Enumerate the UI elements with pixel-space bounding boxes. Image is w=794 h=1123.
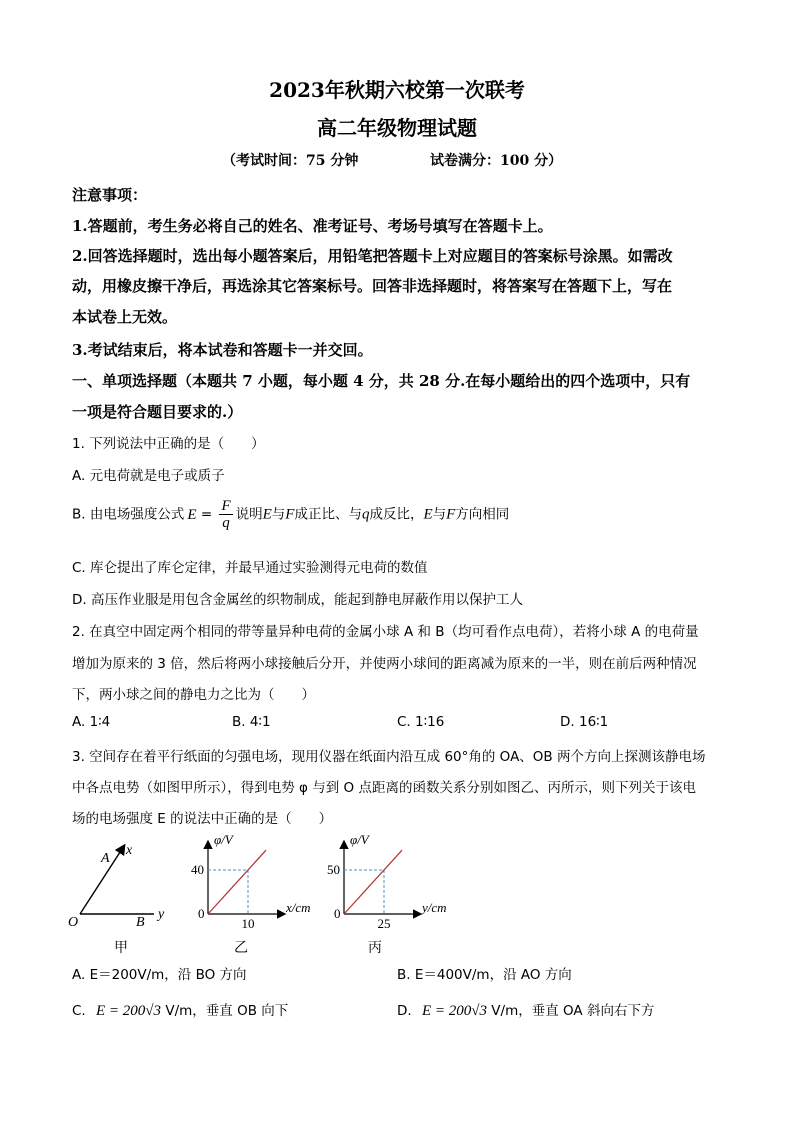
exam-title: 2023年秋期六校第一次联考 [269, 78, 525, 102]
q1-option-b [72, 498, 509, 531]
q1-option-d: D. 高压作业服是用包含金属丝的织物制成，能起到静电屏蔽作用以保护工人 [72, 592, 523, 608]
yi-x-tick-label: 10 [241, 916, 255, 931]
notice-heading: 注意事项： [72, 186, 148, 204]
q1-b-eq: = [196, 506, 217, 523]
q3-option-a: A. E＝200V/m，沿 BO 方向 [72, 967, 247, 983]
bing-ylabel: φ/V [350, 832, 369, 847]
q1-option-c: C. 库仑提出了库仑定律，并最早通过实验测得元电荷的数值 [72, 560, 428, 576]
jia-label-y: y [158, 907, 165, 922]
q3-option-d [397, 999, 654, 1020]
q1-b-t3: 成正比、与 [294, 506, 362, 523]
q2-stem-line-2: 增加为原来的 3 倍，然后将两小球接触后分开，并使两小球间的距离减为原来的一半，则在前后两种情况 [72, 656, 697, 672]
q2-stem-line-3: 下，两小球之间的静电力之比为（ ） [72, 687, 315, 703]
q2-option-d: D. 16∶1 [560, 714, 609, 730]
q1-b-t6: 方向相同 [455, 506, 510, 523]
q2-stem-line-1: 2. 在真空中固定两个相同的带等量异种电荷的金属小球 A 和 B（均可看作点电荷），若将小球 A 的电荷量 [72, 624, 699, 640]
exam-subtitle: 高二年级物理试题 [317, 116, 477, 140]
q3-stem-line-3: 场的电场强度 E 的说法中正确的是（ ） [72, 811, 333, 827]
q1-b-E3: E [423, 506, 433, 523]
bing-caption: 丙 [368, 941, 382, 956]
section-heading-line-1: 一、单项选择题（本题共 7 小题，每小题 4 分，共 28 分.在每小题给出的四个选项中，只有 [72, 372, 691, 390]
notice-item-3: 3.考试结束后，将本试卷和答题卡一并交回。 [72, 341, 373, 359]
jia-label-A: A [101, 851, 110, 866]
bing-y-tick-label: 50 [327, 862, 340, 877]
q1-b-prefix: B. 由电场强度公式 [72, 506, 185, 523]
yi-xlabel: x/cm [286, 900, 311, 915]
yi-caption: 乙 [234, 941, 248, 956]
yi-y-tick-label: 40 [191, 862, 204, 877]
q2-option-a: A. 1∶4 [72, 714, 111, 730]
jia-label-O: O [68, 915, 79, 930]
q1-b-t4: 成反比， [369, 506, 424, 523]
q2-option-c: C. 1∶16 [397, 714, 445, 730]
figure-bing [322, 832, 462, 958]
figure-jia [66, 838, 176, 958]
q1-b-t2: 与 [271, 506, 286, 523]
jia-label-B: B [136, 915, 145, 930]
jia-label-x: x [126, 843, 133, 858]
q1-b-q: q [361, 506, 370, 523]
notice-item-2-line-2: 动，用橡皮擦干净后，再选涂其它答案标号。回答非选择题时，将答案写在答题下上，写在 [72, 277, 673, 295]
yi-series-line [208, 850, 266, 914]
full-score: 试卷满分：100 分） [430, 153, 563, 169]
figure-yi [186, 832, 326, 958]
bing-xlabel: y/cm [422, 900, 447, 915]
section-heading-line-2: 一项是符合题目要求的.） [72, 403, 243, 421]
yi-ylabel: φ/V [214, 832, 233, 847]
bing-x-tick-label: 25 [377, 916, 391, 931]
jia-caption: 甲 [114, 941, 128, 956]
bing-series-line [344, 850, 402, 914]
q1-b-F: F [285, 506, 295, 523]
q3-c-math: E = 200√3 [96, 1003, 162, 1019]
q3-c-prefix: C. [72, 1003, 86, 1019]
q1-b-fraction [219, 498, 232, 531]
exam-time: （考试时间：75 分钟 [222, 153, 359, 169]
q1-option-a: A. 元电荷就是电子或质子 [72, 468, 225, 484]
q3-option-b: B. E＝400V/m，沿 AO 方向 [397, 967, 572, 983]
q1-b-t1: 说明 [235, 506, 263, 523]
yi-origin: 0 [198, 906, 205, 921]
notice-item-2-line-1: 2.回答选择题时，选出每小题答案后，用铅笔把答题卡上对应题目的答案标号涂黑。如需改 [72, 247, 673, 265]
q1-b-E: E [187, 506, 197, 523]
notice-item-1: 1.答题前，考生务必将自己的姓名、准考证号、考场号填写在答题卡上。 [72, 217, 553, 235]
q1-b-numerator: F [221, 498, 231, 514]
q3-option-c [72, 999, 288, 1020]
notice-item-2-line-3: 本试卷上无效。 [72, 308, 178, 326]
q3-d-math: E = 200√3 [421, 1003, 488, 1019]
q1-b-t5: 与 [432, 506, 447, 523]
q1-b-denominator: q [222, 515, 230, 531]
q3-stem-line-1: 3. 空间存在着平行纸面的匀强电场，现用仪器在纸面内沿互成 60°角的 OA、OB 两个方向上探测该静电场 [72, 749, 706, 765]
q3-stem-line-2: 中各点电势（如图甲所示），得到电势 φ 与到 O 点距离的函数关系分别如图乙、丙所示，则下列关于该电 [72, 780, 696, 796]
bing-origin: 0 [334, 906, 341, 921]
q1-b-E2: E [262, 506, 272, 523]
q2-option-b: B. 4∶1 [232, 714, 271, 730]
q1-stem: 1. 下列说法中正确的是（ ） [72, 436, 265, 452]
q3-d-suffix: V/m，垂直 OA 斜向右下方 [487, 1003, 655, 1019]
q3-d-prefix: D. [397, 1003, 412, 1019]
q3-c-suffix: V/m，垂直 OB 向下 [161, 1003, 289, 1019]
q1-b-F2: F [446, 506, 456, 523]
